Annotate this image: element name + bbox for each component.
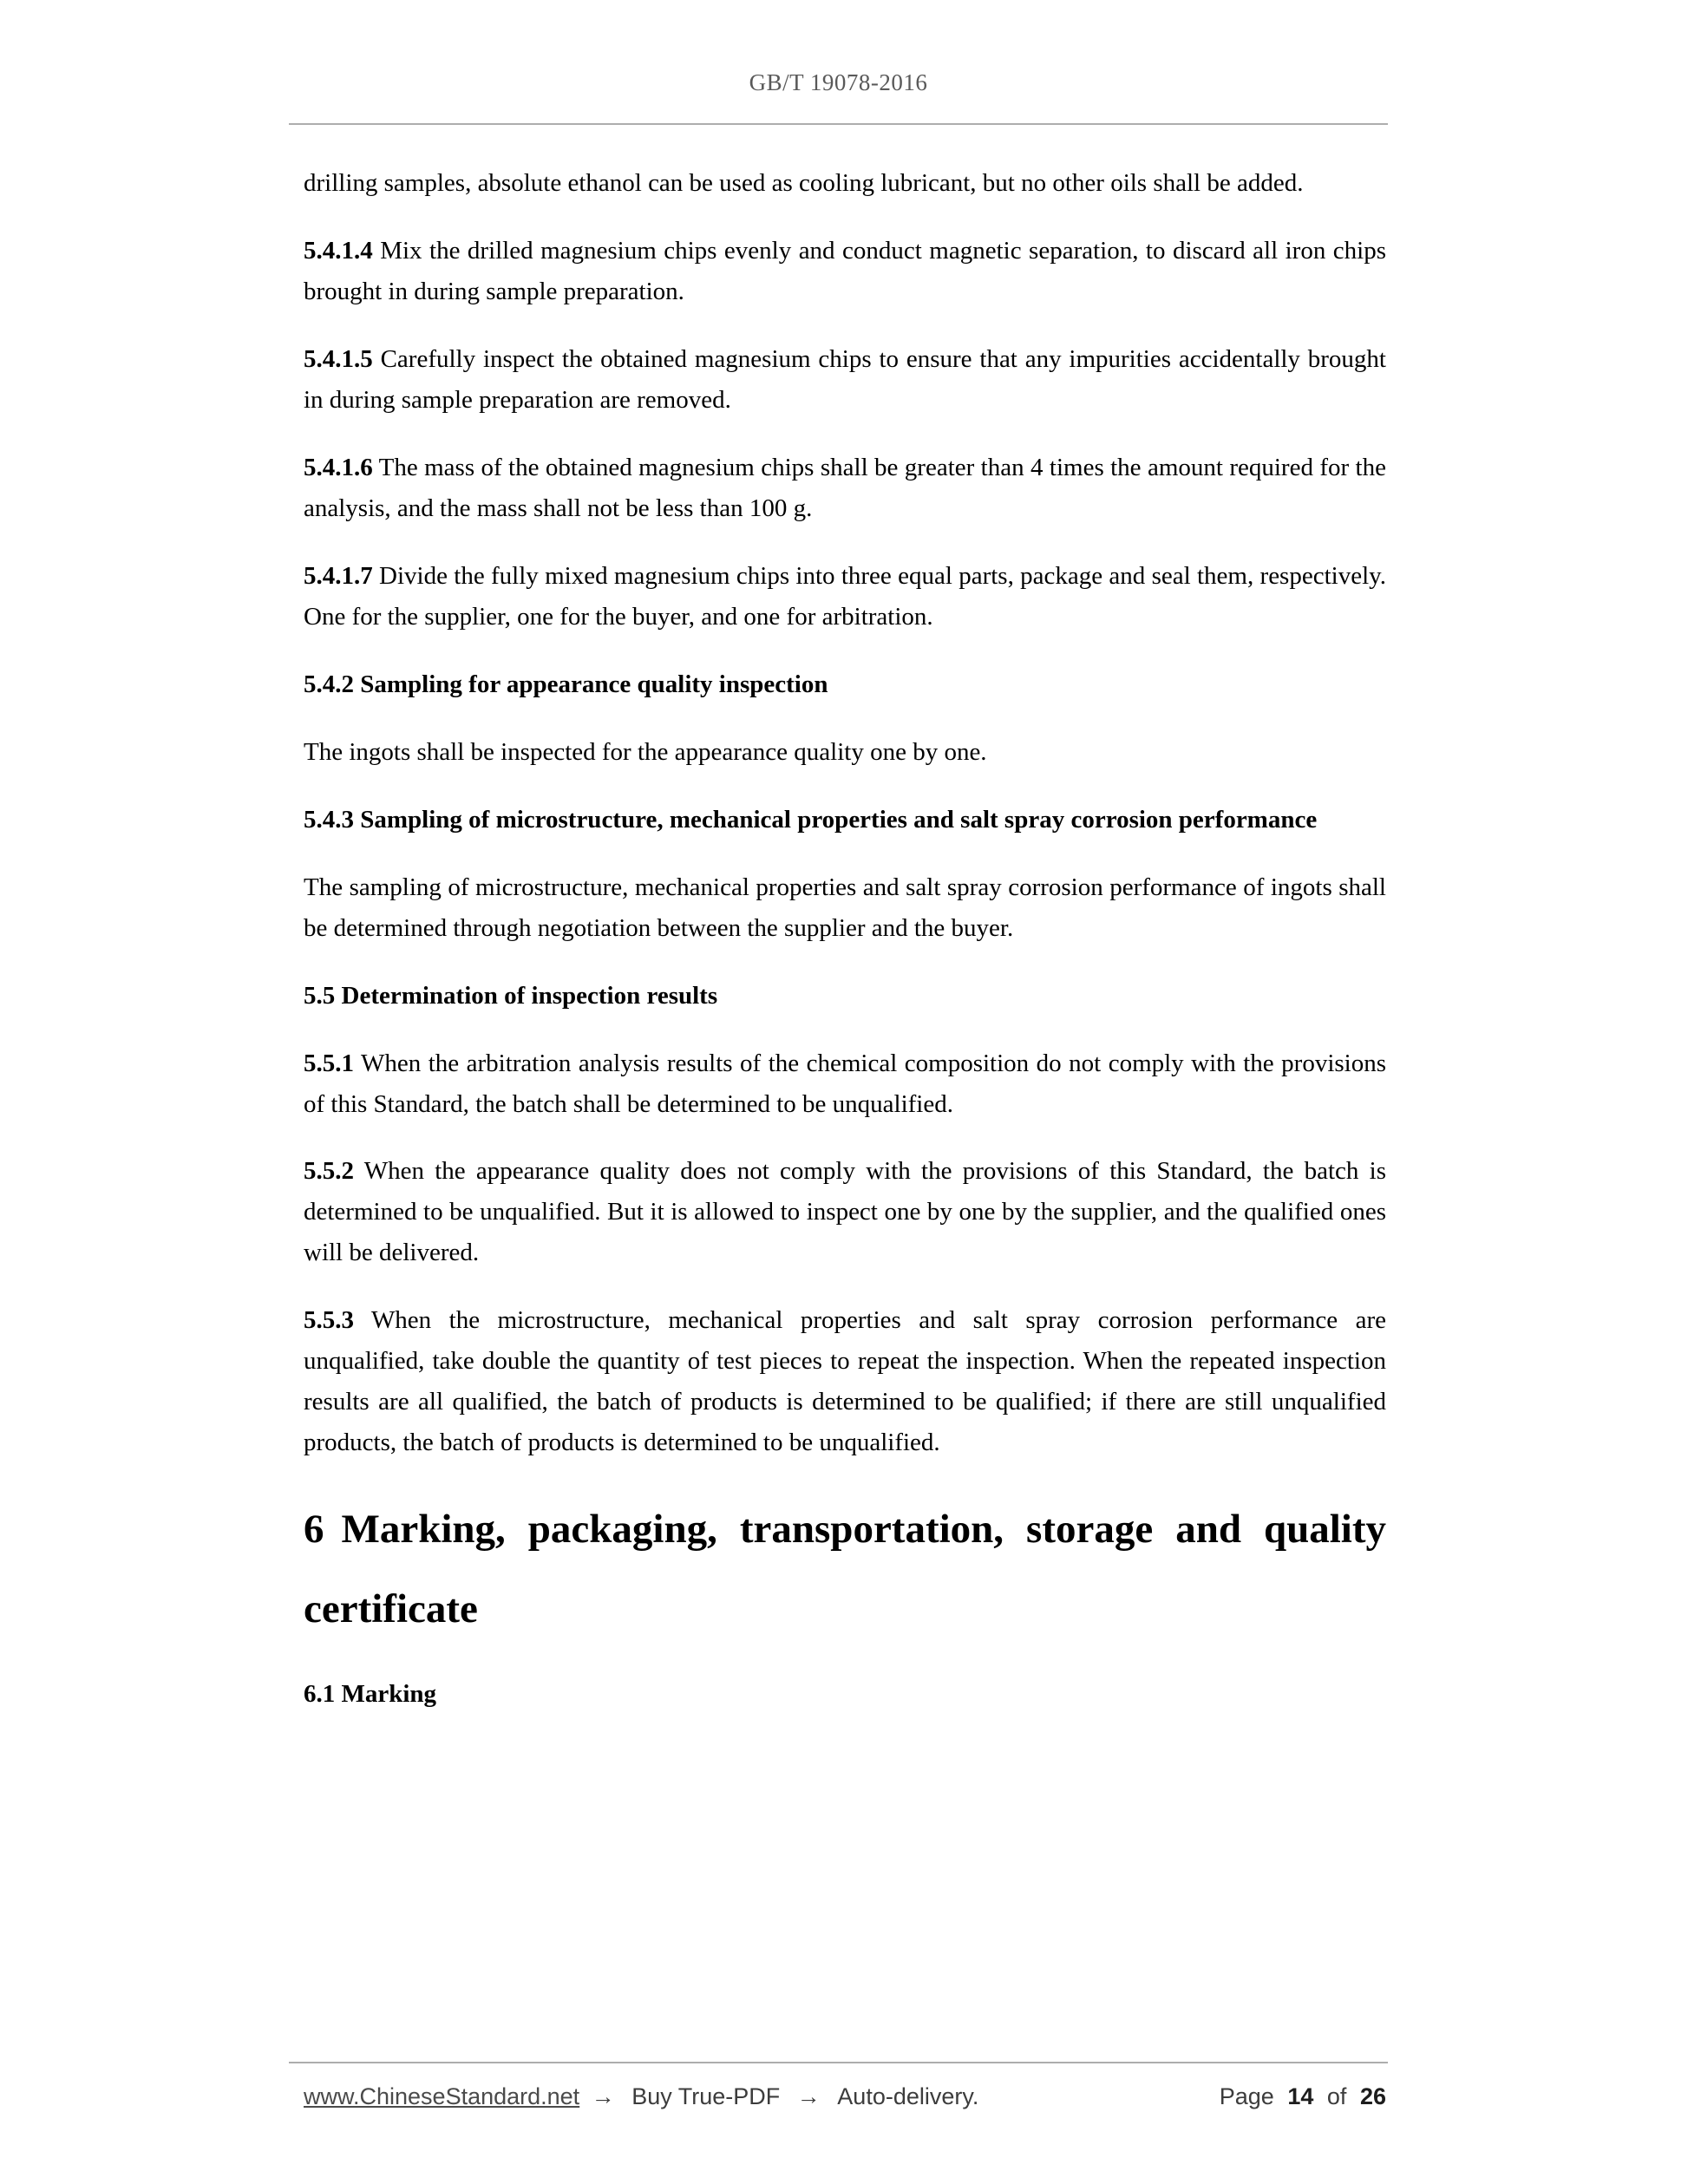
clause-5-4-1-4: 5.4.1.4 Mix the drilled magnesium chips evenly and conduct magnetic separation, to discard all iron chips brought in during sample preparation. bbox=[304, 236, 1386, 305]
page-number: 14 bbox=[1287, 2083, 1314, 2109]
page-label: Page bbox=[1219, 2083, 1274, 2109]
page-footer bbox=[304, 2083, 1386, 2110]
clause-5-4-1-5: 5.4.1.5 Carefully inspect the obtained magnesium chips to ensure that any impurities accidentally brought in during sample preparation are removed. bbox=[304, 344, 1386, 414]
document-header bbox=[289, 69, 1388, 96]
heading-5-4-2: 5.4.2 Sampling for appearance quality inspection bbox=[304, 670, 828, 698]
clause-5-5-3: 5.5.3 When the microstructure, mechanical properties and salt spray corrosion performance are unqualified, take double the quantity of test pieces to repeat the inspection. When the repeated inspection results are all qualified, the batch of products is determined to be qualified; if there are still unqualified products, the batch of products is determined to be unqualified. bbox=[304, 1306, 1386, 1457]
arrow-icon: → bbox=[796, 2083, 821, 2109]
footer-delivery-text: Auto-delivery. bbox=[837, 2083, 979, 2109]
clause-number: 5.5.1 bbox=[304, 1049, 354, 1077]
footer-divider bbox=[289, 2062, 1388, 2063]
continued-paragraph: drilling samples, absolute ethanol can be used as cooling lubricant, but no other oils shall be added. bbox=[304, 169, 1304, 197]
header-divider bbox=[289, 123, 1388, 125]
total-pages: 26 bbox=[1359, 2083, 1386, 2109]
heading-5-5: 5.5 Determination of inspection results bbox=[304, 981, 718, 1010]
heading-section-6: 6 Marking, packaging, transportation, storage and quality certificate bbox=[304, 1490, 1386, 1649]
clause-number: 5.5.3 bbox=[304, 1306, 354, 1335]
footer-promo bbox=[304, 2083, 984, 2110]
site-link[interactable]: www.ChineseStandard.net bbox=[304, 2083, 580, 2109]
clause-number: 5.4.1.7 bbox=[304, 561, 373, 590]
clause-number: 5.4.1.4 bbox=[304, 236, 373, 265]
footer-buy-text: Buy True-PDF bbox=[631, 2083, 781, 2109]
of-label: of bbox=[1326, 2083, 1347, 2109]
page-indicator bbox=[1213, 2083, 1386, 2110]
clause-5-4-1-7: 5.4.1.7 Divide the fully mixed magnesium chips into three equal parts, package and seal them, respectively. One for the supplier, one for the buyer, and one for arbitration. bbox=[304, 561, 1386, 631]
clause-number: 5.4.1.6 bbox=[304, 453, 373, 481]
clause-5-5-2: 5.5.2 When the appearance quality does not comply with the provisions of this Standard, the batch is determined to be unqualified. But it is allowed to inspect one by one by the supplier, and the qualified ones will be delivered. bbox=[304, 1157, 1386, 1267]
clause-number: 5.4.1.5 bbox=[304, 344, 373, 373]
section-number: 6 bbox=[304, 1507, 324, 1553]
document-body bbox=[304, 163, 1386, 1742]
paragraph-5-4-3: The sampling of microstructure, mechanical properties and salt spray corrosion performance of ingots shall be determined through negotiation between the supplier and the buyer. bbox=[304, 873, 1386, 942]
arrow-icon: → bbox=[591, 2083, 615, 2109]
heading-5-4-3: 5.4.3 Sampling of microstructure, mechanical properties and salt spray corrosion performance bbox=[304, 805, 1318, 834]
clause-5-5-1: 5.5.1 When the arbitration analysis results of the chemical composition do not comply with the provisions of this Standard, the batch shall be determined to be unqualified. bbox=[304, 1049, 1386, 1118]
paragraph-5-4-2: The ingots shall be inspected for the appearance quality one by one. bbox=[304, 737, 987, 766]
standard-number: GB/T 19078-2016 bbox=[749, 69, 928, 95]
clause-5-4-1-6: 5.4.1.6 The mass of the obtained magnesium chips shall be greater than 4 times the amount required for the analysis, and the mass shall not be less than 100 g. bbox=[304, 453, 1386, 522]
heading-6-1: 6.1 Marking bbox=[304, 1679, 437, 1708]
clause-number: 5.5.2 bbox=[304, 1157, 354, 1186]
